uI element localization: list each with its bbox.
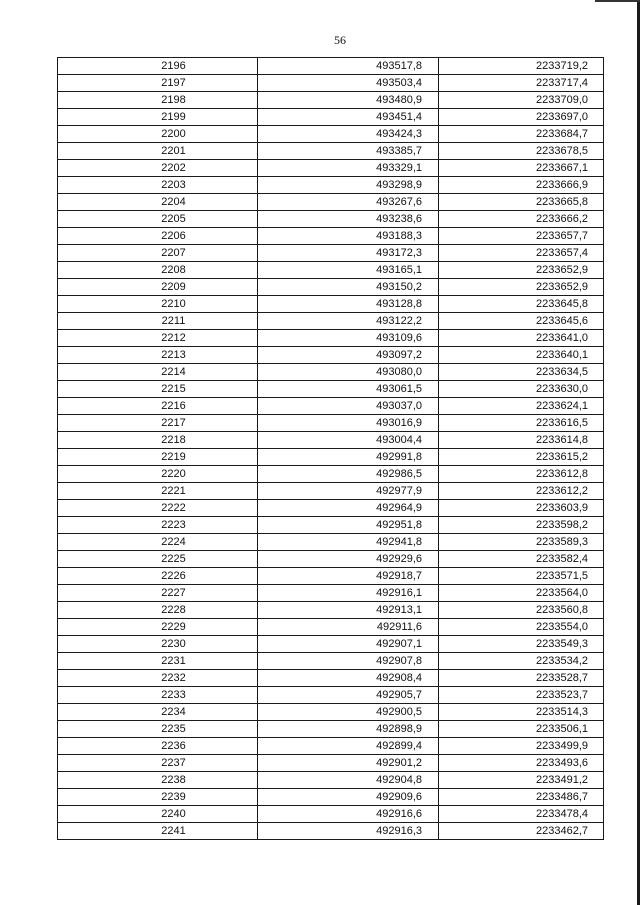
table-row xyxy=(58,75,604,92)
y-coordinate-cell: 2233667,1 xyxy=(439,160,604,177)
point-number-cell: 2213 xyxy=(58,347,258,364)
table-row xyxy=(58,58,604,75)
y-coordinate-cell: 2233615,2 xyxy=(439,449,604,466)
y-coordinate-cell: 2233652,9 xyxy=(439,262,604,279)
table-row xyxy=(58,313,604,330)
y-coordinate-cell: 2233657,7 xyxy=(439,228,604,245)
y-coordinate-cell: 2233486,7 xyxy=(439,789,604,806)
x-coordinate-cell: 492900,5 xyxy=(258,704,439,721)
point-number-cell: 2219 xyxy=(58,449,258,466)
x-coordinate-cell: 492907,8 xyxy=(258,653,439,670)
x-coordinate-cell: 492991,8 xyxy=(258,449,439,466)
table-row xyxy=(58,755,604,772)
x-coordinate-cell: 492964,9 xyxy=(258,500,439,517)
y-coordinate-cell: 2233493,6 xyxy=(439,755,604,772)
y-coordinate-cell: 2233589,3 xyxy=(439,534,604,551)
table-row xyxy=(58,517,604,534)
coordinates-table-body xyxy=(58,58,604,840)
table-row xyxy=(58,704,604,721)
point-number-cell: 2203 xyxy=(58,177,258,194)
x-coordinate-cell: 492899,4 xyxy=(258,738,439,755)
table-row xyxy=(58,262,604,279)
table-row xyxy=(58,602,604,619)
y-coordinate-cell: 2233560,8 xyxy=(439,602,604,619)
table-row xyxy=(58,194,604,211)
x-coordinate-cell: 493451,4 xyxy=(258,109,439,126)
y-coordinate-cell: 2233640,1 xyxy=(439,347,604,364)
y-coordinate-cell: 2233499,9 xyxy=(439,738,604,755)
table-row xyxy=(58,92,604,109)
x-coordinate-cell: 493097,2 xyxy=(258,347,439,364)
point-number-cell: 2202 xyxy=(58,160,258,177)
point-number-cell: 2209 xyxy=(58,279,258,296)
point-number-cell: 2223 xyxy=(58,517,258,534)
point-number-cell: 2226 xyxy=(58,568,258,585)
y-coordinate-cell: 2233697,0 xyxy=(439,109,604,126)
table-row xyxy=(58,449,604,466)
x-coordinate-cell: 492907,1 xyxy=(258,636,439,653)
y-coordinate-cell: 2233719,2 xyxy=(439,58,604,75)
y-coordinate-cell: 2233598,2 xyxy=(439,517,604,534)
y-coordinate-cell: 2233624,1 xyxy=(439,398,604,415)
table-row xyxy=(58,806,604,823)
point-number-cell: 2220 xyxy=(58,466,258,483)
y-coordinate-cell: 2233564,0 xyxy=(439,585,604,602)
y-coordinate-cell: 2233630,0 xyxy=(439,381,604,398)
page-number: 56 xyxy=(334,33,346,47)
y-coordinate-cell: 2233612,2 xyxy=(439,483,604,500)
x-coordinate-cell: 493150,2 xyxy=(258,279,439,296)
y-coordinate-cell: 2233645,6 xyxy=(439,313,604,330)
table-row xyxy=(58,789,604,806)
table-row xyxy=(58,330,604,347)
x-coordinate-cell: 493172,3 xyxy=(258,245,439,262)
point-number-cell: 2218 xyxy=(58,432,258,449)
table-row xyxy=(58,653,604,670)
point-number-cell: 2222 xyxy=(58,500,258,517)
x-coordinate-cell: 493061,5 xyxy=(258,381,439,398)
table-row xyxy=(58,364,604,381)
table-row xyxy=(58,279,604,296)
x-coordinate-cell: 492916,3 xyxy=(258,823,439,840)
point-number-cell: 2224 xyxy=(58,534,258,551)
point-number-cell: 2201 xyxy=(58,143,258,160)
y-coordinate-cell: 2233666,2 xyxy=(439,211,604,228)
x-coordinate-cell: 493329,1 xyxy=(258,160,439,177)
table-row xyxy=(58,500,604,517)
x-coordinate-cell: 492898,9 xyxy=(258,721,439,738)
x-coordinate-cell: 492908,4 xyxy=(258,670,439,687)
table-row xyxy=(58,534,604,551)
x-coordinate-cell: 492916,1 xyxy=(258,585,439,602)
point-number-cell: 2206 xyxy=(58,228,258,245)
point-number-cell: 2239 xyxy=(58,789,258,806)
y-coordinate-cell: 2233665,8 xyxy=(439,194,604,211)
y-coordinate-cell: 2233478,4 xyxy=(439,806,604,823)
y-coordinate-cell: 2233506,1 xyxy=(439,721,604,738)
point-number-cell: 2232 xyxy=(58,670,258,687)
table-row xyxy=(58,721,604,738)
y-coordinate-cell: 2233641,0 xyxy=(439,330,604,347)
x-coordinate-cell: 492918,7 xyxy=(258,568,439,585)
x-coordinate-cell: 493109,6 xyxy=(258,330,439,347)
table-row xyxy=(58,619,604,636)
table-row xyxy=(58,143,604,160)
point-number-cell: 2233 xyxy=(58,687,258,704)
point-number-cell: 2240 xyxy=(58,806,258,823)
x-coordinate-cell: 493004,4 xyxy=(258,432,439,449)
x-coordinate-cell: 493298,9 xyxy=(258,177,439,194)
y-coordinate-cell: 2233534,2 xyxy=(439,653,604,670)
y-coordinate-cell: 2233678,5 xyxy=(439,143,604,160)
point-number-cell: 2208 xyxy=(58,262,258,279)
table-row xyxy=(58,687,604,704)
x-coordinate-cell: 493424,3 xyxy=(258,126,439,143)
table-row xyxy=(58,636,604,653)
y-coordinate-cell: 2233462,7 xyxy=(439,823,604,840)
table-row xyxy=(58,772,604,789)
x-coordinate-cell: 493122,2 xyxy=(258,313,439,330)
table-row xyxy=(58,738,604,755)
x-coordinate-cell: 493517,8 xyxy=(258,58,439,75)
table-row xyxy=(58,109,604,126)
y-coordinate-cell: 2233657,4 xyxy=(439,245,604,262)
table-row xyxy=(58,670,604,687)
y-coordinate-cell: 2233709,0 xyxy=(439,92,604,109)
y-coordinate-cell: 2233514,3 xyxy=(439,704,604,721)
x-coordinate-cell: 492977,9 xyxy=(258,483,439,500)
y-coordinate-cell: 2233491,2 xyxy=(439,772,604,789)
point-number-cell: 2215 xyxy=(58,381,258,398)
y-coordinate-cell: 2233612,8 xyxy=(439,466,604,483)
table-row xyxy=(58,177,604,194)
point-number-cell: 2225 xyxy=(58,551,258,568)
x-coordinate-cell: 492904,8 xyxy=(258,772,439,789)
y-coordinate-cell: 2233652,9 xyxy=(439,279,604,296)
x-coordinate-cell: 492911,6 xyxy=(258,619,439,636)
y-coordinate-cell: 2233582,4 xyxy=(439,551,604,568)
point-number-cell: 2229 xyxy=(58,619,258,636)
point-number-cell: 2198 xyxy=(58,92,258,109)
coordinates-table xyxy=(57,57,604,840)
table-row xyxy=(58,245,604,262)
point-number-cell: 2227 xyxy=(58,585,258,602)
point-number-cell: 2228 xyxy=(58,602,258,619)
point-number-cell: 2216 xyxy=(58,398,258,415)
x-coordinate-cell: 493267,6 xyxy=(258,194,439,211)
y-coordinate-cell: 2233616,5 xyxy=(439,415,604,432)
y-coordinate-cell: 2233528,7 xyxy=(439,670,604,687)
table-row xyxy=(58,432,604,449)
page-edge-top xyxy=(595,0,640,2)
table-row xyxy=(58,160,604,177)
x-coordinate-cell: 492929,6 xyxy=(258,551,439,568)
y-coordinate-cell: 2233549,3 xyxy=(439,636,604,653)
table-row xyxy=(58,415,604,432)
point-number-cell: 2199 xyxy=(58,109,258,126)
point-number-cell: 2207 xyxy=(58,245,258,262)
x-coordinate-cell: 492901,2 xyxy=(258,755,439,772)
y-coordinate-cell: 2233645,8 xyxy=(439,296,604,313)
point-number-cell: 2236 xyxy=(58,738,258,755)
x-coordinate-cell: 492916,6 xyxy=(258,806,439,823)
table-row xyxy=(58,585,604,602)
x-coordinate-cell: 493128,8 xyxy=(258,296,439,313)
point-number-cell: 2204 xyxy=(58,194,258,211)
point-number-cell: 2210 xyxy=(58,296,258,313)
point-number-cell: 2241 xyxy=(58,823,258,840)
table-row xyxy=(58,296,604,313)
x-coordinate-cell: 493016,9 xyxy=(258,415,439,432)
point-number-cell: 2212 xyxy=(58,330,258,347)
point-number-cell: 2200 xyxy=(58,126,258,143)
point-number-cell: 2238 xyxy=(58,772,258,789)
point-number-cell: 2235 xyxy=(58,721,258,738)
point-number-cell: 2197 xyxy=(58,75,258,92)
x-coordinate-cell: 493503,4 xyxy=(258,75,439,92)
x-coordinate-cell: 493480,9 xyxy=(258,92,439,109)
table-row xyxy=(58,823,604,840)
y-coordinate-cell: 2233523,7 xyxy=(439,687,604,704)
x-coordinate-cell: 492913,1 xyxy=(258,602,439,619)
table-row xyxy=(58,466,604,483)
y-coordinate-cell: 2233666,9 xyxy=(439,177,604,194)
point-number-cell: 2230 xyxy=(58,636,258,653)
y-coordinate-cell: 2233634,5 xyxy=(439,364,604,381)
y-coordinate-cell: 2233684,7 xyxy=(439,126,604,143)
x-coordinate-cell: 493238,6 xyxy=(258,211,439,228)
point-number-cell: 2231 xyxy=(58,653,258,670)
point-number-cell: 2217 xyxy=(58,415,258,432)
table-row xyxy=(58,381,604,398)
x-coordinate-cell: 493080,0 xyxy=(258,364,439,381)
point-number-cell: 2211 xyxy=(58,313,258,330)
table-row xyxy=(58,228,604,245)
point-number-cell: 2234 xyxy=(58,704,258,721)
point-number-cell: 2237 xyxy=(58,755,258,772)
point-number-cell: 2205 xyxy=(58,211,258,228)
x-coordinate-cell: 492905,7 xyxy=(258,687,439,704)
y-coordinate-cell: 2233614,8 xyxy=(439,432,604,449)
x-coordinate-cell: 493037,0 xyxy=(258,398,439,415)
point-number-cell: 2221 xyxy=(58,483,258,500)
x-coordinate-cell: 492941,8 xyxy=(258,534,439,551)
x-coordinate-cell: 493165,1 xyxy=(258,262,439,279)
y-coordinate-cell: 2233571,5 xyxy=(439,568,604,585)
x-coordinate-cell: 492951,8 xyxy=(258,517,439,534)
table-row xyxy=(58,398,604,415)
x-coordinate-cell: 492986,5 xyxy=(258,466,439,483)
table-row xyxy=(58,551,604,568)
point-number-cell: 2196 xyxy=(58,58,258,75)
y-coordinate-cell: 2233603,9 xyxy=(439,500,604,517)
point-number-cell: 2214 xyxy=(58,364,258,381)
table-row xyxy=(58,568,604,585)
table-row xyxy=(58,211,604,228)
y-coordinate-cell: 2233554,0 xyxy=(439,619,604,636)
table-row xyxy=(58,126,604,143)
table-row xyxy=(58,347,604,364)
x-coordinate-cell: 493385,7 xyxy=(258,143,439,160)
y-coordinate-cell: 2233717,4 xyxy=(439,75,604,92)
table-row xyxy=(58,483,604,500)
x-coordinate-cell: 493188,3 xyxy=(258,228,439,245)
x-coordinate-cell: 492909,6 xyxy=(258,789,439,806)
